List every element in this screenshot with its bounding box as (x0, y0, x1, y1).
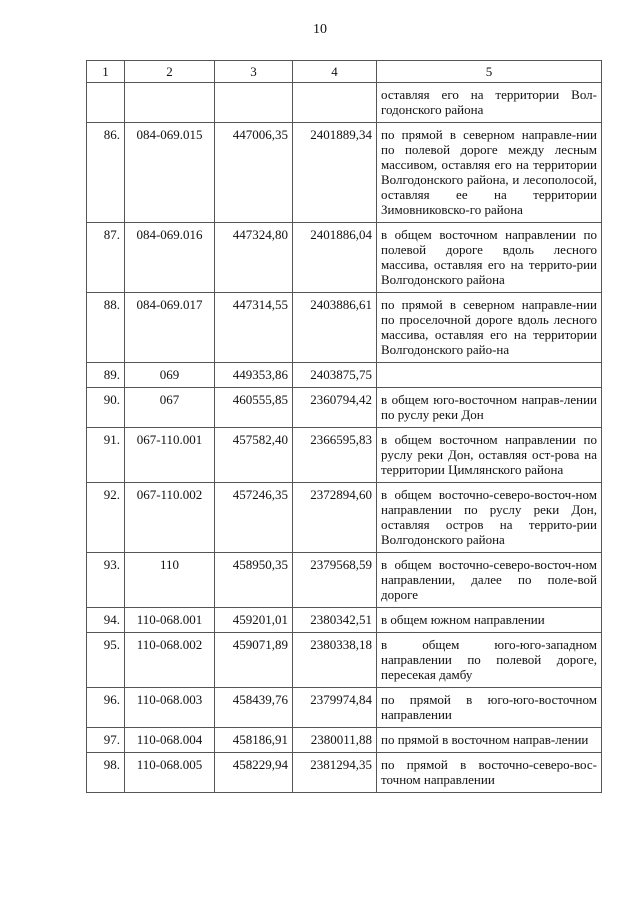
coordinate-x: 458439,76 (215, 688, 293, 728)
point-code: 067 (125, 388, 215, 428)
route-description: в общем восточном направлении по полевой дороге вдоль лесного массива, оставляя его на террито-рии Волгодонского района (377, 223, 602, 293)
point-code: 069 (125, 363, 215, 388)
coordinate-x: 459071,89 (215, 633, 293, 688)
coordinate-y: 2403886,61 (293, 293, 377, 363)
route-description: в общем восточно-северо-восточ-ном направлении по руслу реки Дон, оставляя остров на террито-рии Волгодонского района (377, 483, 602, 553)
route-description: в общем южном направлении (377, 608, 602, 633)
coordinate-y: 2401889,34 (293, 123, 377, 223)
table-row (87, 728, 602, 753)
table-row (87, 753, 602, 793)
column-header: 3 (215, 61, 293, 83)
point-code (125, 83, 215, 123)
coordinate-y: 2380338,18 (293, 633, 377, 688)
row-number: 93. (87, 553, 125, 608)
point-code: 110-068.002 (125, 633, 215, 688)
coordinate-x: 458950,35 (215, 553, 293, 608)
coordinate-x (215, 83, 293, 123)
coordinate-y (293, 83, 377, 123)
column-header: 2 (125, 61, 215, 83)
table-row (87, 388, 602, 428)
coordinate-x: 447314,55 (215, 293, 293, 363)
coordinate-y: 2379974,84 (293, 688, 377, 728)
row-number: 89. (87, 363, 125, 388)
table-row (87, 633, 602, 688)
table-row (87, 363, 602, 388)
coordinate-y: 2401886,04 (293, 223, 377, 293)
row-number: 88. (87, 293, 125, 363)
row-number: 91. (87, 428, 125, 483)
column-header: 5 (377, 61, 602, 83)
point-code: 110-068.001 (125, 608, 215, 633)
coordinate-x: 449353,86 (215, 363, 293, 388)
coordinate-x: 459201,01 (215, 608, 293, 633)
table-row (87, 428, 602, 483)
route-description: в общем восточном направлении по руслу реки Дон, оставляя ост-рова на территории Цимлянского района (377, 428, 602, 483)
row-number: 98. (87, 753, 125, 793)
coordinate-x: 457246,35 (215, 483, 293, 553)
route-description: по прямой в юго-юго-восточном направлении (377, 688, 602, 728)
point-code: 084-069.017 (125, 293, 215, 363)
coordinate-y: 2379568,59 (293, 553, 377, 608)
table-row (87, 608, 602, 633)
table-body (87, 83, 602, 793)
route-description: по прямой в восточном направ-лении (377, 728, 602, 753)
coordinate-y: 2381294,35 (293, 753, 377, 793)
page-number: 10 (313, 22, 327, 37)
route-description: в общем юго-юго-западном направлении по полевой дороге, пересекая дамбу (377, 633, 602, 688)
row-number: 86. (87, 123, 125, 223)
coordinate-y: 2372894,60 (293, 483, 377, 553)
row-number: 94. (87, 608, 125, 633)
point-code: 084-069.015 (125, 123, 215, 223)
point-code: 110 (125, 553, 215, 608)
table-row (87, 483, 602, 553)
coordinate-x: 458186,91 (215, 728, 293, 753)
boundary-table (86, 60, 602, 793)
route-description: по прямой в северном направле-нии по проселочной дороге вдоль лесного массива, оставляя его на территории Волгодонского райо-на (377, 293, 602, 363)
coordinate-x: 447006,35 (215, 123, 293, 223)
table-row (87, 553, 602, 608)
table-row (87, 123, 602, 223)
coordinate-x: 460555,85 (215, 388, 293, 428)
row-number: 97. (87, 728, 125, 753)
point-code: 110-068.003 (125, 688, 215, 728)
route-description: в общем юго-восточном направ-лении по руслу реки Дон (377, 388, 602, 428)
route-description: оставляя его на территории Вол-годонского района (377, 83, 602, 123)
coordinate-y: 2403875,75 (293, 363, 377, 388)
coordinate-y: 2380011,88 (293, 728, 377, 753)
row-number (87, 83, 125, 123)
row-number: 90. (87, 388, 125, 428)
coordinate-x: 447324,80 (215, 223, 293, 293)
row-number: 87. (87, 223, 125, 293)
row-number: 92. (87, 483, 125, 553)
row-number: 96. (87, 688, 125, 728)
table-row (87, 293, 602, 363)
point-code: 110-068.005 (125, 753, 215, 793)
point-code: 110-068.004 (125, 728, 215, 753)
route-description: по прямой в восточно-северо-вос-точном направлении (377, 753, 602, 793)
table-row (87, 688, 602, 728)
point-code: 067-110.002 (125, 483, 215, 553)
route-description: в общем восточно-северо-восточ-ном направлении, далее по поле-вой дороге (377, 553, 602, 608)
table-row (87, 83, 602, 123)
point-code: 084-069.016 (125, 223, 215, 293)
coordinate-x: 457582,40 (215, 428, 293, 483)
route-description (377, 363, 602, 388)
coordinate-y: 2380342,51 (293, 608, 377, 633)
column-header: 4 (293, 61, 377, 83)
column-header: 1 (87, 61, 125, 83)
coordinate-x: 458229,94 (215, 753, 293, 793)
row-number: 95. (87, 633, 125, 688)
table-row (87, 223, 602, 293)
coordinate-y: 2366595,83 (293, 428, 377, 483)
table-header-row (87, 61, 602, 83)
route-description: по прямой в северном направле-нии по полевой дороге между лесным массивом, оставляя его на территории Волгодонского района, и лесополосой, оставляя ее на территории Зимовниковско-го района (377, 123, 602, 223)
coordinate-y: 2360794,42 (293, 388, 377, 428)
point-code: 067-110.001 (125, 428, 215, 483)
